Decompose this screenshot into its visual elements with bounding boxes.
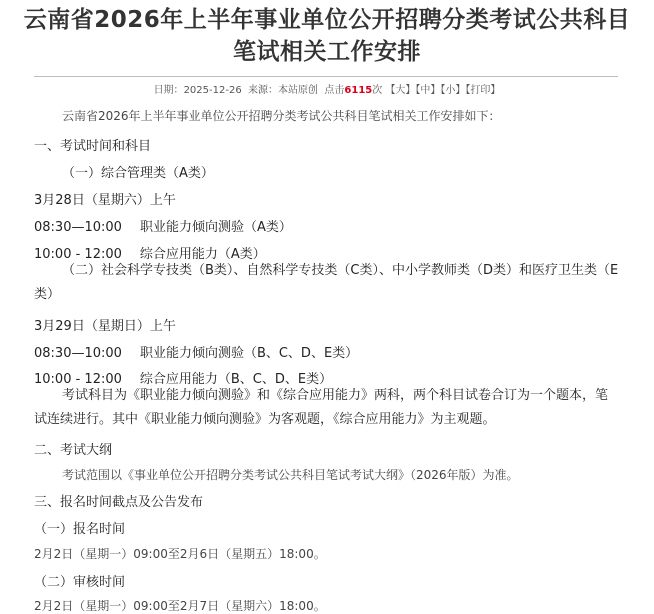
intro-paragraph: 云南省2026年上半年事业单位公开招聘分类考试公共科目笔试相关工作安排如下：: [62, 109, 501, 123]
article-meta: [0, 81, 654, 96]
day2-heading: 3月29日（星期日）上午: [34, 319, 176, 334]
date-value: 2025-12-26: [183, 85, 242, 96]
subjects-note-paragraph: 考试科目为《职业能力倾向测验》和《综合应用能力》两科，两个科目试卷合订为一个题本，笔试连续进行。其中《职业能力倾向测验》为客观题，《综合应用能力》为主观题。: [34, 388, 609, 427]
syllabus-paragraph: 考试范围以《事业单位公开招聘分类考试公共科目笔试考试大纲》（2026年版）为准。: [62, 468, 519, 482]
font-size-large-button[interactable]: 【大】: [385, 85, 416, 96]
day1-slot1-subject: 职业能力倾向测验（A类）: [139, 220, 292, 235]
article-title-line1: 云南省2026年上半年事业单位公开招聘分类考试公共科目: [23, 7, 631, 33]
section-1-heading: 一、考试时间和科目: [34, 139, 152, 154]
registration-time: 2月2日（星期一）09:00至2月6日（星期五）18:00。: [34, 547, 326, 561]
print-button[interactable]: 【打印】: [465, 85, 501, 96]
day2-slot2-subject: 综合应用能力（B、C、D、E类）: [139, 372, 333, 387]
section-2-heading: 二、考试大纲: [34, 443, 113, 458]
day1-slot2-subject: 综合应用能力（A类）: [139, 247, 266, 262]
section-1-sub1: （一）综合管理类（A类）: [62, 166, 214, 181]
clicks-label: 点击: [324, 85, 345, 96]
day2-slot2-time: 10:00 - 12:00: [34, 372, 122, 387]
review-time: 2月2日（星期一）09:00至2月7日（星期六）18:00。: [34, 599, 326, 613]
day1-slot1: [34, 216, 292, 235]
clicks-count: 6115: [344, 85, 373, 96]
section-3-sub1: （一）报名时间: [34, 522, 126, 537]
day2-slot1-subject: 职业能力倾向测验（B、C、D、E类）: [139, 346, 359, 361]
day2-slot1-time: 08:30—10:00: [34, 346, 122, 361]
section-1-sub2: （二）社会科学专技类（B类）、自然科学专技类（C类）、中小学教师类（D类）和医疗卫生类（E类）: [34, 263, 619, 302]
day1-heading: 3月28日（星期六）上午: [34, 193, 176, 208]
clicks-unit: 次: [372, 85, 383, 96]
title-divider: [34, 76, 618, 77]
section-3-heading: 三、报名时间截点及公告发布: [34, 495, 204, 510]
section-3-sub2: （二）审核时间: [34, 575, 126, 590]
day1-slot1-time: 08:30—10:00: [34, 220, 122, 235]
source-text: 来源：本站原创: [248, 85, 319, 96]
font-size-medium-button[interactable]: 【中】: [415, 85, 441, 96]
date-label: 日期：: [153, 85, 184, 96]
font-size-small-button[interactable]: 【小】: [440, 85, 466, 96]
day2-slot1: [34, 342, 358, 361]
article-title-line2: 笔试相关工作安排: [233, 39, 421, 65]
day1-slot2-time: 10:00 - 12:00: [34, 247, 122, 262]
